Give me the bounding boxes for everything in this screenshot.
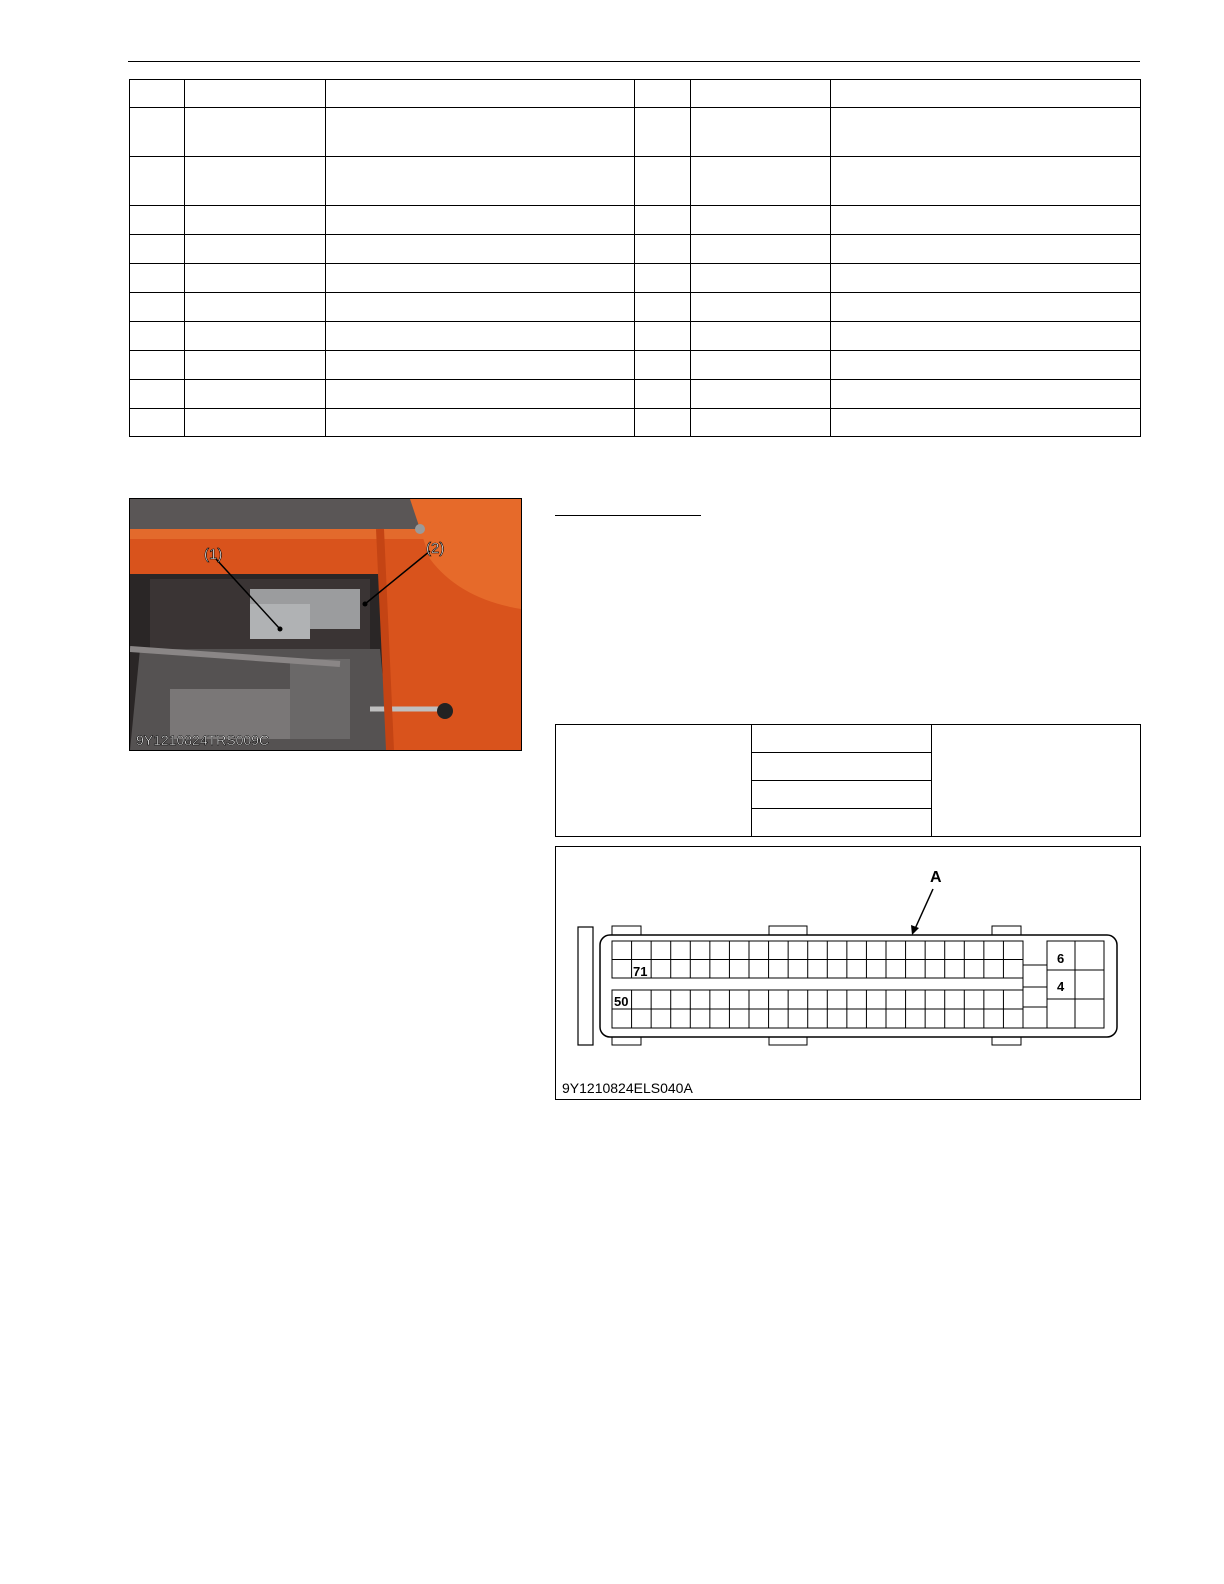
pointer-arrowhead	[911, 925, 919, 935]
section-heading-underline	[555, 515, 701, 516]
pin-label-6: 6	[1057, 951, 1065, 966]
table-row	[130, 264, 1141, 293]
pointer-label-a: A	[930, 869, 942, 886]
table-header-row	[130, 80, 1141, 108]
callout-1: (1)	[204, 546, 223, 563]
photo-figure-code: 9Y1210824TRS009C	[136, 732, 270, 748]
pin-assignment-table	[129, 79, 1141, 437]
pin-label-50: 50	[614, 994, 629, 1009]
engine-compartment-photo	[129, 498, 522, 751]
header-rule	[128, 61, 1140, 62]
diagram-figure-code: 9Y1210824ELS040A	[562, 1080, 693, 1096]
pin-label-71: 71	[633, 964, 648, 979]
pin-label-4: 4	[1057, 979, 1065, 994]
pointer-arrow	[914, 889, 933, 931]
table-row	[130, 351, 1141, 380]
ecu-connector-diagram	[555, 846, 1141, 1100]
table-row	[130, 157, 1141, 206]
table-row	[130, 206, 1141, 235]
table-row	[130, 322, 1141, 351]
table-row	[130, 409, 1141, 437]
table-row	[130, 380, 1141, 409]
connector-spec-table	[555, 724, 1141, 837]
table-row	[130, 293, 1141, 322]
table-row	[130, 235, 1141, 264]
table-row	[130, 108, 1141, 157]
table-row	[556, 725, 1141, 753]
callout-2: (2)	[426, 540, 445, 557]
